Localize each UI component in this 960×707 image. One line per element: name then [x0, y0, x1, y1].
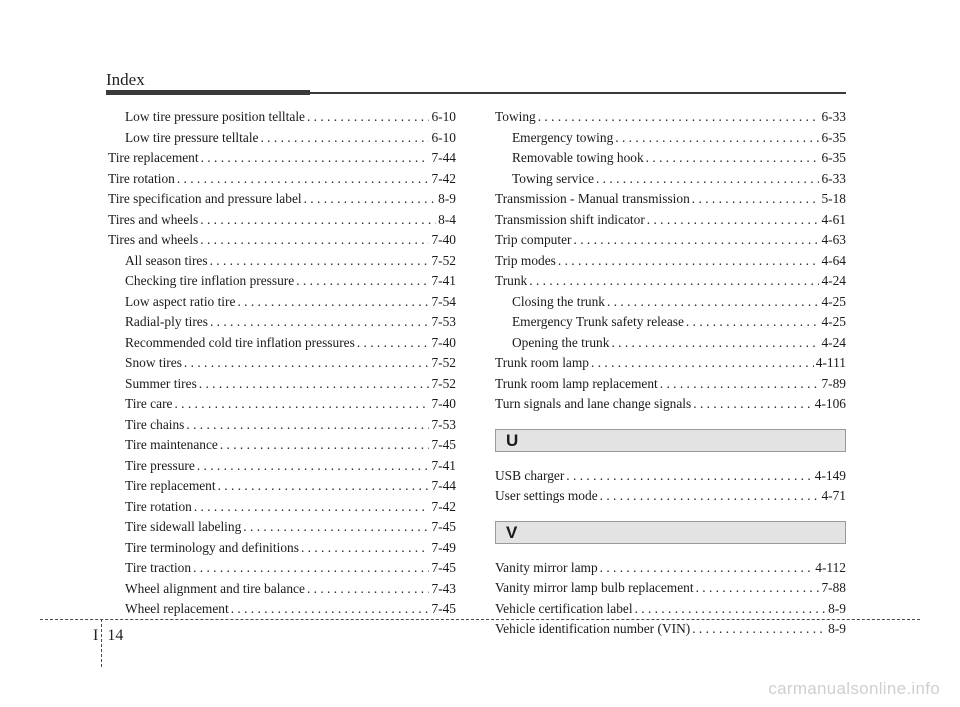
index-term: Tire pressure: [125, 457, 195, 473]
index-entry: [495, 333, 846, 354]
index-column-left: [108, 107, 456, 620]
dot-leader: [231, 599, 430, 620]
index-entry: [108, 251, 456, 272]
section-letter-u: U: [495, 429, 846, 452]
index-page-ref: 7-49: [431, 539, 456, 555]
index-page-ref: 5-18: [821, 191, 846, 206]
dot-leader: [635, 599, 827, 620]
index-page-ref: 4-24: [821, 334, 846, 350]
index-entry: [108, 517, 456, 538]
dot-leader: [194, 497, 430, 518]
index-page-ref: 7-52: [431, 355, 456, 370]
index-page-ref: 7-45: [431, 601, 456, 616]
index-entry: [495, 312, 846, 333]
index-term: Tire maintenance: [125, 437, 218, 452]
index-term: Wheel replacement: [125, 601, 229, 616]
index-entry: [108, 558, 456, 579]
index-entry: [108, 476, 456, 497]
index-term: Snow tires: [125, 355, 182, 370]
dot-leader: [200, 230, 429, 251]
index-page-ref: 7-54: [431, 293, 456, 309]
dot-leader: [304, 189, 437, 210]
index-page-ref: 7-44: [431, 478, 456, 493]
index-term: Tire terminology and definitions: [125, 539, 299, 555]
index-entry: [108, 292, 456, 313]
index-page-ref: 4-63: [821, 232, 846, 247]
index-entry: [495, 558, 846, 579]
index-page-ref: 8-9: [438, 191, 456, 206]
index-term: Vanity mirror lamp: [495, 559, 598, 575]
dot-leader: [210, 312, 430, 333]
index-page-ref: 4-112: [815, 559, 846, 575]
index-term: Wheel alignment and tire balance: [125, 580, 305, 596]
index-page-ref: 8-4: [438, 211, 456, 227]
index-page-ref: 4-25: [821, 314, 846, 329]
dot-leader: [646, 148, 820, 169]
index-page-ref: 6-10: [431, 109, 456, 124]
dot-leader: [696, 578, 820, 599]
dot-leader: [647, 210, 820, 231]
index-entry: [108, 415, 456, 436]
index-page-ref: 7-52: [431, 252, 456, 268]
index-entry: [108, 333, 456, 354]
footer-rule: [40, 619, 920, 620]
dot-leader: [591, 353, 814, 374]
index-page-ref: 6-10: [431, 129, 456, 145]
index-term: Low tire pressure telltale: [125, 129, 259, 145]
index-entry: [495, 169, 846, 190]
dot-leader: [199, 374, 430, 395]
index-term: Tire chains: [125, 416, 185, 432]
index-page-ref: 4-106: [814, 396, 846, 411]
index-page-ref: 8-9: [828, 600, 846, 616]
dot-leader: [538, 107, 820, 128]
index-term: Trip modes: [495, 252, 556, 268]
index-page-ref: 6-35: [821, 129, 846, 145]
index-entry: [108, 599, 456, 620]
index-entry: [495, 486, 846, 507]
index-entry: [495, 230, 846, 251]
index-entry: [495, 292, 846, 313]
index-entry: [108, 128, 456, 149]
index-term: Trunk room lamp replacement: [495, 375, 658, 391]
index-term: Tire specification and pressure label: [108, 191, 302, 206]
index-entry: [108, 435, 456, 456]
index-term: Low aspect ratio tire: [125, 293, 236, 309]
index-page-ref: 7-42: [431, 170, 456, 186]
index-term: Emergency Trunk safety release: [512, 314, 684, 329]
dot-leader: [692, 189, 820, 210]
index-page-ref: 6-35: [821, 150, 846, 165]
index-entry: [495, 128, 846, 149]
dot-leader: [600, 486, 820, 507]
index-entry: [495, 210, 846, 231]
index-page-ref: 7-43: [431, 580, 456, 596]
index-entry: [495, 189, 846, 210]
index-term: Recommended cold tire inflation pressures: [125, 334, 355, 350]
index-page-ref: 7-44: [431, 150, 456, 165]
index-page-ref: 7-42: [431, 498, 456, 514]
index-column-right: [495, 107, 846, 640]
index-entry: [495, 394, 846, 415]
index-entry: [108, 169, 456, 190]
index-page-ref: 6-33: [821, 109, 846, 124]
dot-leader: [357, 333, 430, 354]
dot-leader: [243, 517, 429, 538]
index-entry: [108, 148, 456, 169]
header-rule-thick: [106, 90, 310, 95]
index-entry: [108, 456, 456, 477]
dot-leader: [611, 333, 819, 354]
index-page-ref: 7-40: [431, 396, 456, 411]
index-page-ref: 6-33: [821, 170, 846, 186]
index-entry: [495, 148, 846, 169]
index-entry: [495, 271, 846, 292]
index-term: Emergency towing: [512, 129, 614, 145]
index-entry: [108, 353, 456, 374]
index-page-ref: 7-53: [431, 416, 456, 432]
index-term: Transmission - Manual transmission: [495, 191, 690, 206]
index-entry: [108, 579, 456, 600]
index-term: Tire care: [125, 396, 173, 411]
dot-leader: [607, 292, 819, 313]
index-page-ref: 7-41: [431, 273, 456, 288]
index-term: Tire replacement: [125, 478, 216, 493]
index-term: Tire traction: [125, 560, 192, 575]
index-page-ref: 8-9: [828, 621, 846, 636]
index-entry: [108, 210, 456, 231]
index-page-ref: 4-111: [815, 355, 846, 370]
dot-leader: [615, 128, 819, 149]
watermark: carmanualsonline.info: [768, 679, 940, 698]
index-entry: [495, 578, 846, 599]
index-term: Vehicle certification label: [495, 600, 633, 616]
index-page-ref: 7-89: [821, 375, 846, 391]
index-page-ref: 4-149: [814, 467, 846, 483]
index-entry: [108, 230, 456, 251]
page-section-letter: I: [93, 627, 99, 644]
dot-leader: [193, 558, 429, 579]
dot-leader: [197, 456, 430, 477]
dot-leader: [174, 394, 429, 415]
dot-leader: [220, 435, 430, 456]
index-term: User settings mode: [495, 488, 598, 503]
index-entry: [495, 466, 846, 487]
header-rule-thin: [310, 92, 846, 94]
dot-leader: [201, 148, 430, 169]
section-letter-v: V: [495, 521, 846, 544]
dot-leader: [200, 210, 436, 231]
index-list-t: [495, 107, 846, 415]
index-entry: [495, 251, 846, 272]
index-page-ref: 7-40: [431, 334, 456, 350]
index-term: Radial-ply tires: [125, 314, 208, 329]
index-entry: [108, 374, 456, 395]
dot-leader: [184, 353, 430, 374]
dot-leader: [529, 271, 819, 292]
index-term: Vehicle identification number (VIN): [495, 621, 691, 636]
dot-leader: [301, 538, 430, 559]
dot-leader: [296, 271, 429, 292]
index-page-ref: 7-52: [431, 375, 456, 391]
index-page-ref: 4-25: [821, 293, 846, 309]
index-term: USB charger: [495, 467, 565, 483]
page-title: Index: [106, 70, 145, 89]
index-entry: [108, 271, 456, 292]
index-term: Low tire pressure position telltale: [125, 109, 305, 124]
index-entry: [108, 497, 456, 518]
index-term: Opening the trunk: [512, 334, 610, 350]
index-term: Towing: [495, 109, 536, 124]
index-entry: [495, 599, 846, 620]
index-entry: [108, 312, 456, 333]
dot-leader: [186, 415, 429, 436]
index-entry: [108, 107, 456, 128]
index-page-ref: 7-45: [431, 560, 456, 575]
dot-leader: [693, 394, 813, 415]
page-number-value: 14: [107, 627, 124, 644]
index-entry: [495, 107, 846, 128]
dot-leader: [260, 128, 429, 149]
page-number: [93, 627, 123, 645]
index-term: Vanity mirror lamp bulb replacement: [495, 580, 694, 595]
index-entry: [495, 353, 846, 374]
index-term: Trunk room lamp: [495, 355, 589, 370]
index-page-ref: 4-71: [821, 488, 846, 503]
index-term: Tire rotation: [125, 498, 192, 514]
dot-leader: [596, 169, 819, 190]
dot-leader: [177, 169, 430, 190]
index-term: Checking tire inflation pressure: [125, 273, 295, 288]
index-term: Tires and wheels: [108, 232, 199, 247]
index-term: Summer tires: [125, 375, 197, 391]
dot-leader: [218, 476, 430, 497]
index-page-ref: 7-40: [431, 232, 456, 247]
index-page-ref: 7-45: [431, 437, 456, 452]
index-term: Tire sidewall labeling: [125, 519, 242, 534]
dot-leader: [210, 251, 430, 272]
dot-leader: [660, 374, 820, 395]
index-term: Removable towing hook: [512, 150, 644, 165]
index-term: Trunk: [495, 273, 528, 288]
dot-leader: [600, 558, 814, 579]
dot-leader: [307, 107, 429, 128]
index-term: Turn signals and lane change signals: [495, 396, 692, 411]
index-list-u: [495, 466, 846, 507]
index-page-ref: 4-24: [821, 273, 846, 288]
index-page-ref: 7-41: [431, 457, 456, 473]
index-term: Tire rotation: [108, 170, 175, 186]
index-term: Transmission shift indicator: [495, 211, 645, 227]
dot-leader: [566, 466, 812, 487]
dot-leader: [686, 312, 820, 333]
index-page-ref: 7-53: [431, 314, 456, 329]
index-entry: [108, 394, 456, 415]
index-term: Tire replacement: [108, 150, 199, 165]
index-page-ref: 7-45: [431, 519, 456, 534]
index-entry: [108, 189, 456, 210]
index-entry: [108, 538, 456, 559]
dot-leader: [574, 230, 820, 251]
index-entry: [495, 374, 846, 395]
index-list-v: [495, 558, 846, 640]
index-term: Towing service: [512, 170, 594, 186]
index-term: Trip computer: [495, 232, 572, 247]
index-page-ref: 7-88: [821, 580, 846, 595]
index-page-ref: 4-64: [821, 252, 846, 268]
index-page-ref: 4-61: [821, 211, 846, 227]
dot-leader: [307, 579, 430, 600]
index-entry: [495, 619, 846, 640]
index-term: Tires and wheels: [108, 211, 199, 227]
dot-leader: [692, 619, 826, 640]
index-term: Closing the trunk: [512, 293, 605, 309]
index-term: All season tires: [125, 252, 208, 268]
dot-leader: [558, 251, 820, 272]
dot-leader: [237, 292, 429, 313]
